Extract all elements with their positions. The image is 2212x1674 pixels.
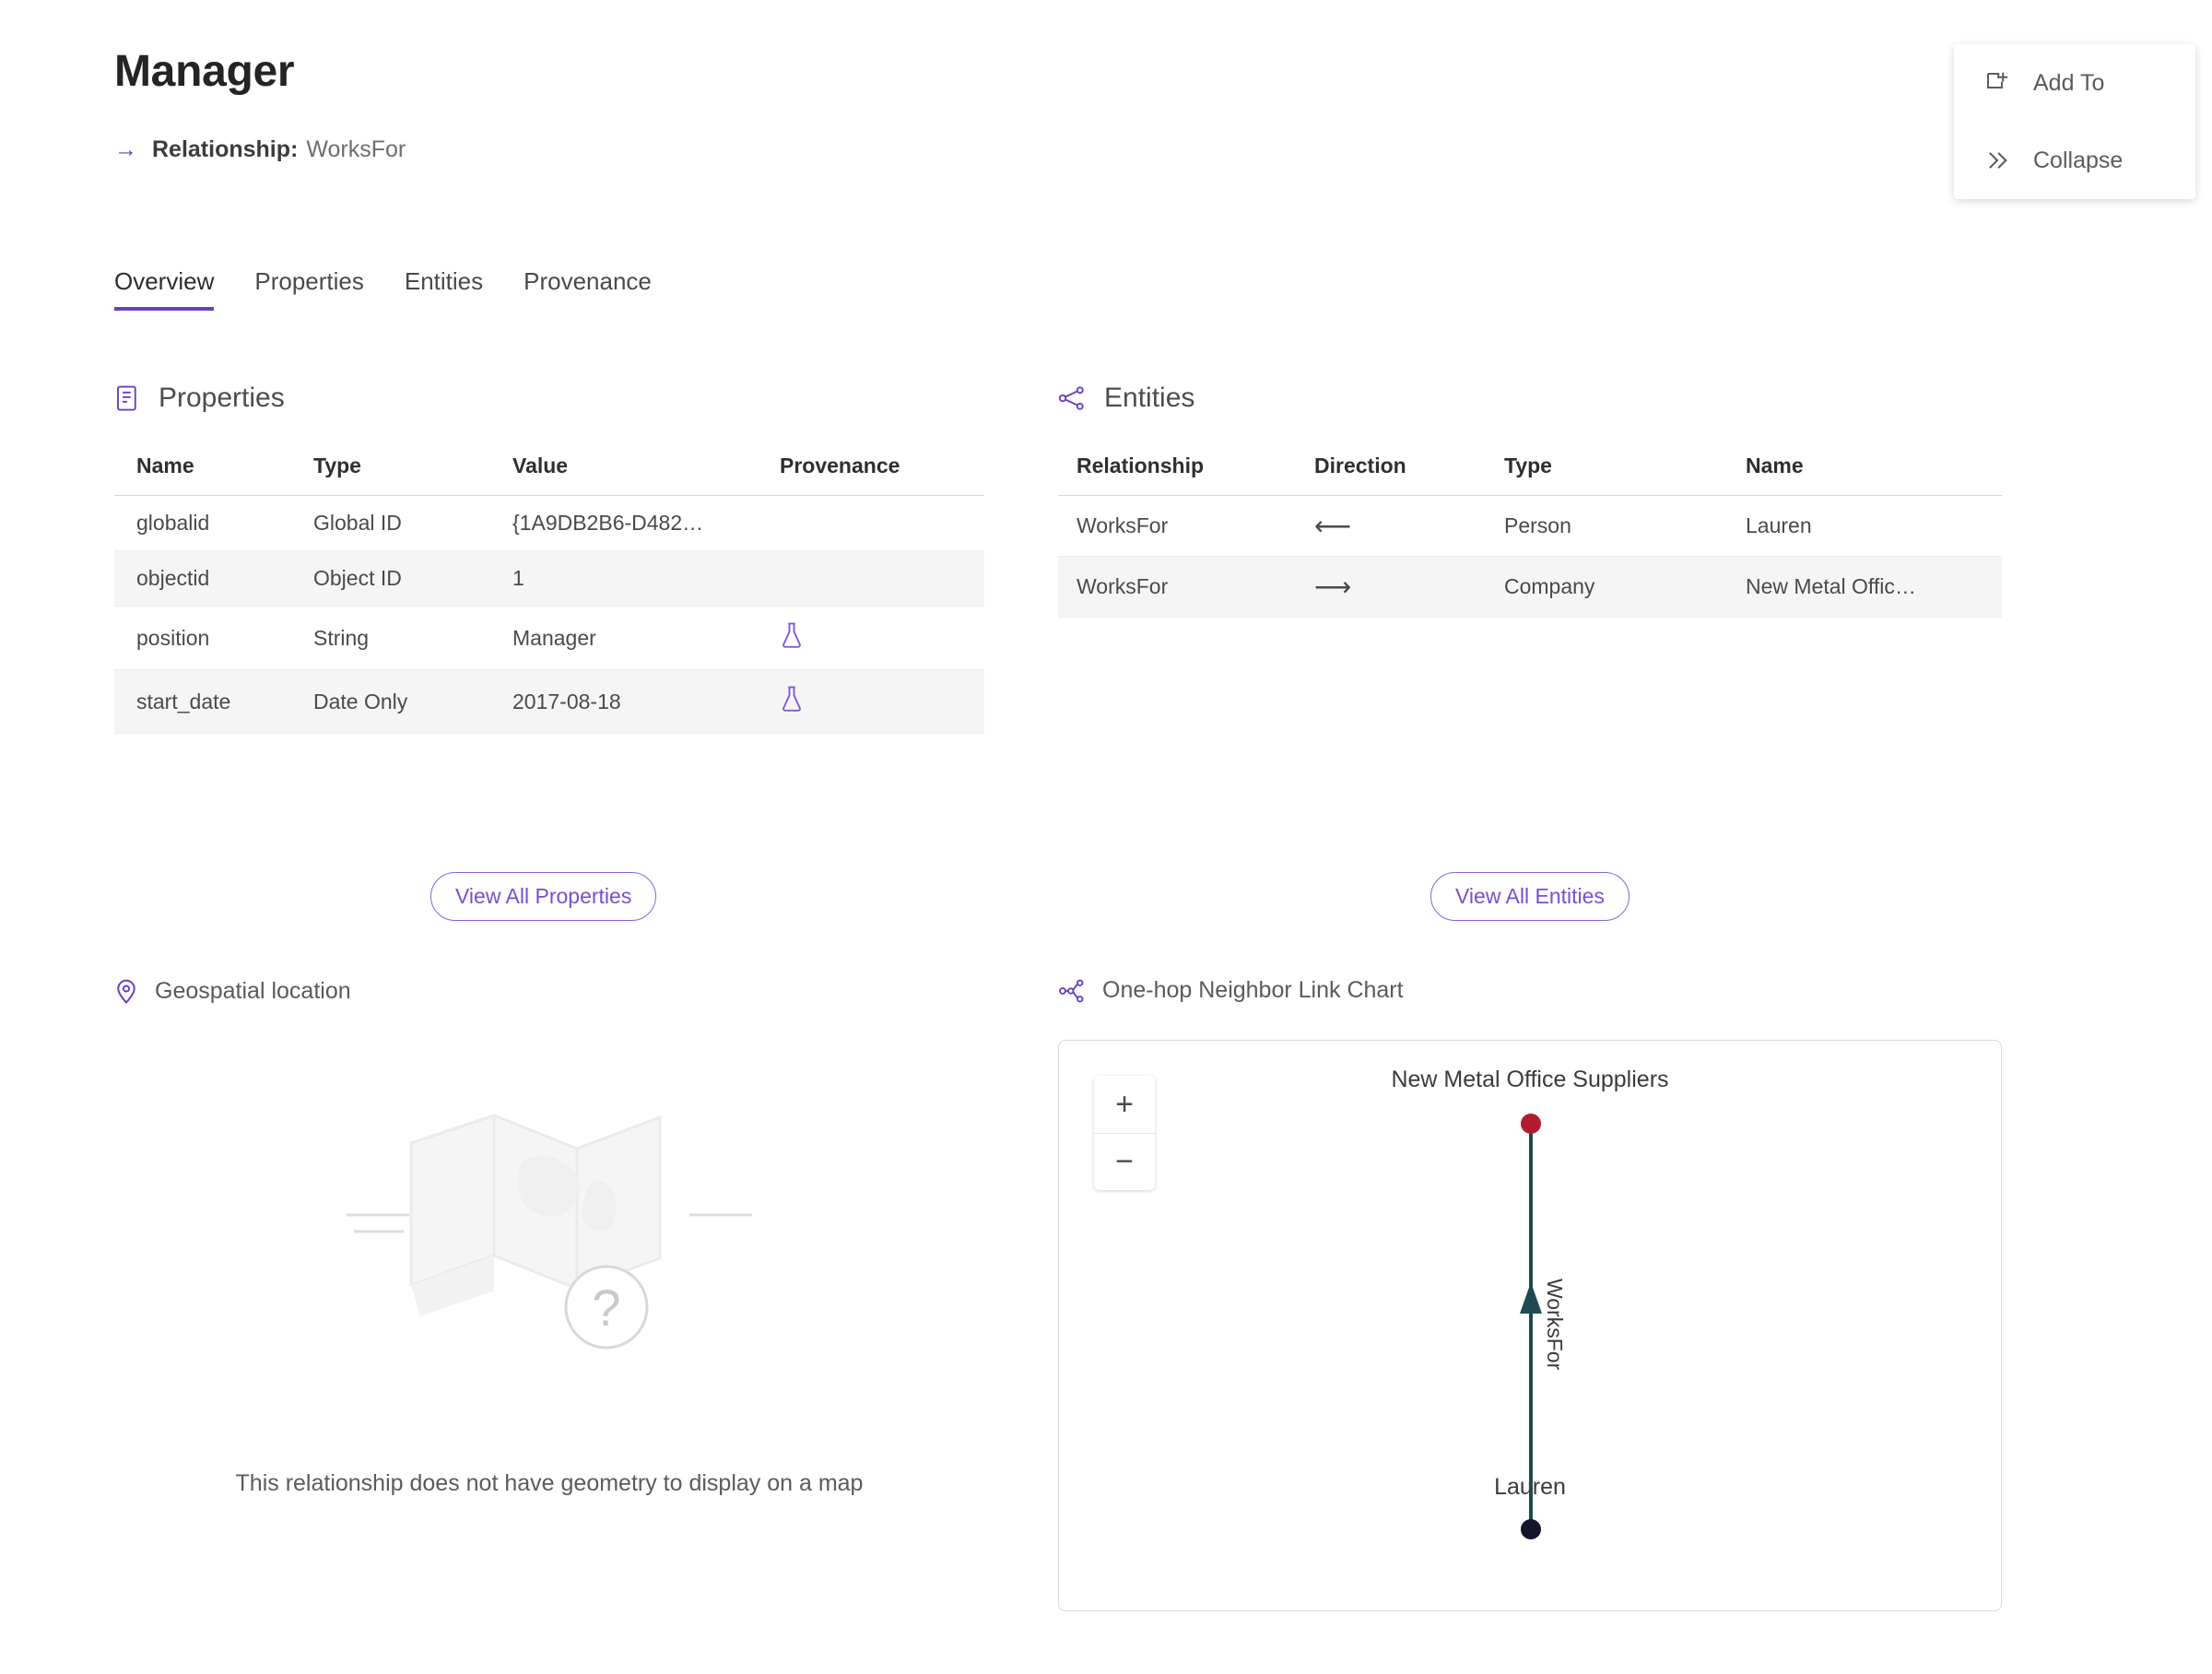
entity-name-link[interactable]: New Metal Offic… — [1746, 557, 2002, 618]
folded-map-illustration — [347, 1060, 752, 1355]
table-row — [114, 607, 984, 670]
collapse-button[interactable] — [1954, 122, 2195, 199]
properties-table — [114, 454, 984, 734]
add-to-button[interactable] — [1954, 44, 2195, 122]
col-direction: Direction — [1314, 454, 1504, 496]
prop-name: globalid — [114, 496, 313, 551]
link-chart-canvas[interactable] — [1058, 1040, 2002, 1611]
page-title: Manager — [114, 47, 295, 96]
geospatial-heading-label: Geospatial location — [155, 977, 351, 1004]
tab-bar — [114, 267, 672, 311]
col-relationship: Relationship — [1058, 454, 1314, 496]
prop-provenance — [780, 607, 984, 670]
col-name: Name — [1746, 454, 2002, 496]
flask-icon[interactable] — [780, 685, 804, 718]
link-chart-heading — [1058, 977, 1404, 1004]
zoom-out-button[interactable]: − — [1094, 1133, 1155, 1190]
table-row — [1058, 557, 2002, 618]
entities-heading-label: Entities — [1104, 383, 1195, 413]
tab-properties[interactable]: Properties — [254, 267, 364, 295]
relationship-label: Relationship: — [152, 136, 299, 162]
prop-name: position — [114, 607, 313, 670]
entity-relationship: WorksFor — [1058, 496, 1314, 557]
tab-entities[interactable]: Entities — [404, 267, 484, 295]
svg-text:?: ? — [592, 1279, 621, 1337]
col-type: Type — [313, 454, 512, 496]
col-name: Name — [114, 454, 313, 496]
tab-provenance[interactable]: Provenance — [524, 267, 652, 295]
prop-type: Global ID — [313, 496, 512, 551]
col-type: Type — [1504, 454, 1746, 496]
col-value: Value — [512, 454, 780, 496]
map-empty-message-wrap — [114, 1470, 984, 1497]
double-chevron-right-icon — [1982, 147, 2013, 173]
entity-relationship: WorksFor — [1058, 557, 1314, 618]
properties-document-icon — [114, 384, 140, 412]
view-all-properties-button[interactable]: View All Properties — [430, 872, 656, 921]
view-all-entities-button[interactable]: View All Entities — [1430, 872, 1630, 921]
prop-name: objectid — [114, 551, 313, 607]
prop-value: {1A9DB2B6-D482… — [512, 496, 780, 551]
link-chart-graph — [1059, 1041, 2003, 1612]
table-row — [114, 496, 984, 551]
action-panel — [1954, 44, 2195, 199]
col-provenance: Provenance — [780, 454, 984, 496]
table-row — [114, 670, 984, 734]
entities-table — [1058, 454, 2002, 618]
prop-provenance — [780, 670, 984, 734]
prop-value: 1 — [512, 551, 780, 607]
entities-graph-icon — [1058, 385, 1086, 411]
table-row — [1058, 496, 2002, 557]
zoom-in-button[interactable]: + — [1094, 1076, 1155, 1133]
location-pin-icon — [114, 977, 138, 1005]
map-empty-message: This relationship does not have geometry to display on a map — [235, 1470, 864, 1496]
node-label-company[interactable]: New Metal Office Suppliers — [1391, 1067, 1669, 1092]
entity-direction: ⟶ — [1314, 557, 1504, 618]
add-to-icon — [1982, 69, 2013, 97]
tab-overview[interactable]: Overview — [114, 267, 234, 311]
prop-value: Manager — [512, 607, 780, 670]
entity-type: Person — [1504, 496, 1746, 557]
add-to-label: Add To — [2033, 69, 2105, 96]
properties-section-heading — [114, 383, 285, 414]
prop-name: start_date — [114, 670, 313, 734]
link-chart-icon — [1058, 978, 1086, 1004]
link-chart-heading-label: One-hop Neighbor Link Chart — [1102, 977, 1404, 1003]
table-row — [114, 551, 984, 607]
prop-type: Date Only — [313, 670, 512, 734]
entities-section-heading — [1058, 383, 1194, 414]
entity-type: Company — [1504, 557, 1746, 618]
geospatial-heading — [114, 977, 351, 1005]
edge-label-worksfor: WorksFor — [1543, 1279, 1567, 1371]
right-arrow-icon: → — [114, 136, 137, 162]
flask-icon[interactable] — [780, 621, 804, 654]
breadcrumb — [114, 136, 406, 163]
prop-type: String — [313, 607, 512, 670]
prop-value: 2017-08-18 — [512, 670, 780, 734]
prop-provenance — [780, 496, 984, 551]
prop-type: Object ID — [313, 551, 512, 607]
collapse-label: Collapse — [2033, 147, 2124, 173]
table-header-row — [1058, 454, 2002, 496]
entity-direction: ⟵ — [1314, 496, 1504, 557]
entity-name-link[interactable]: Lauren — [1746, 496, 2002, 557]
properties-heading-label: Properties — [159, 383, 285, 413]
table-header-row — [114, 454, 984, 496]
node-label-person[interactable]: Lauren — [1494, 1474, 1566, 1500]
prop-provenance — [780, 551, 984, 607]
relationship-value: WorksFor — [306, 136, 406, 162]
